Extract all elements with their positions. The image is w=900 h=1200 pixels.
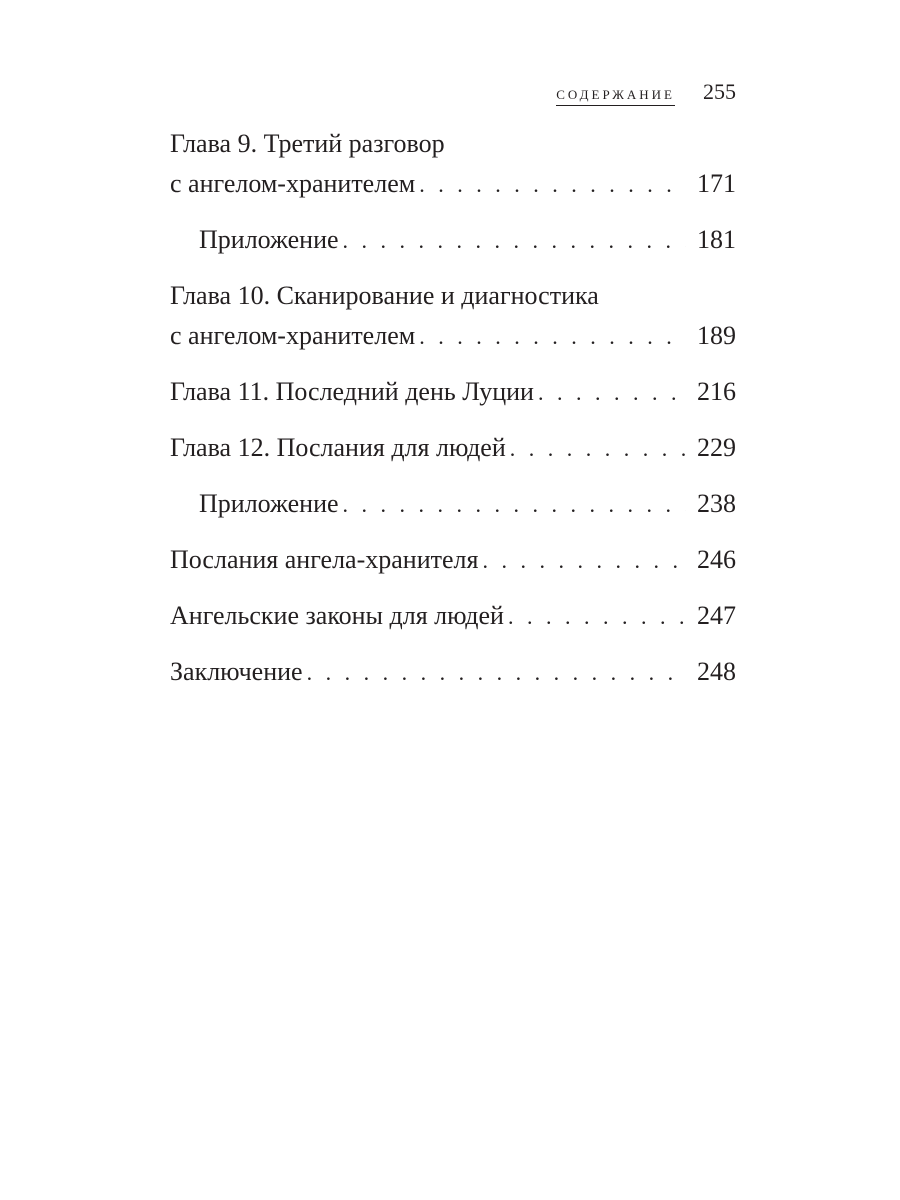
dot-leader [510, 429, 686, 469]
table-of-contents [170, 124, 736, 708]
toc-entry-title: с ангелом-хранителем [170, 321, 416, 350]
page-number: 255 [703, 79, 736, 104]
toc-entry-title: Глава 12. Послания для людей [170, 433, 506, 462]
toc-entry-page: 247 [697, 601, 736, 630]
dot-leader [508, 597, 686, 637]
toc-entry-page: 229 [697, 433, 736, 462]
dot-leader [538, 373, 686, 413]
toc-entry-chapter-12[interactable] [170, 428, 736, 469]
toc-entry-title: Приложение [199, 225, 339, 254]
toc-entry-angel-laws[interactable] [170, 596, 736, 637]
toc-entry-conclusion[interactable] [170, 652, 736, 693]
toc-entry-title: Глава 11. Последний день Луции [170, 377, 534, 406]
toc-entry-title: с ангелом-хранителем [170, 169, 416, 198]
toc-entry-title: Приложение [199, 489, 339, 518]
toc-entry-page: 189 [697, 321, 736, 350]
toc-entry-page: 216 [697, 377, 736, 406]
toc-entry-title: Ангельские законы для людей [170, 601, 504, 630]
toc-entry-chapter-10[interactable] [170, 276, 736, 357]
dot-leader [343, 485, 686, 525]
dot-leader [307, 653, 686, 693]
running-head [556, 80, 736, 106]
toc-entry-appendix-2[interactable] [170, 484, 736, 525]
section-label: СОДЕРЖАНИЕ [556, 87, 675, 106]
dot-leader [419, 165, 686, 205]
dot-leader [343, 221, 686, 261]
toc-entry-chapter-9[interactable] [170, 124, 736, 205]
toc-entry-page: 246 [697, 545, 736, 574]
toc-entry-title: Послания ангела-хранителя [170, 545, 479, 574]
toc-entry-chapter-11[interactable] [170, 372, 736, 413]
toc-entry-page: 238 [697, 489, 736, 518]
dot-leader [419, 317, 686, 357]
toc-entry-guardian-messages[interactable] [170, 540, 736, 581]
dot-leader [482, 541, 686, 581]
toc-entry-appendix-1[interactable] [170, 220, 736, 261]
toc-entry-title-line1: Глава 10. Сканирование и диагностика [170, 281, 599, 310]
toc-entry-page: 248 [697, 657, 736, 686]
toc-entry-title: Заключение [170, 657, 303, 686]
toc-entry-title-line1: Глава 9. Третий разговор [170, 129, 445, 158]
toc-entry-page: 171 [697, 169, 736, 198]
toc-entry-page: 181 [697, 225, 736, 254]
